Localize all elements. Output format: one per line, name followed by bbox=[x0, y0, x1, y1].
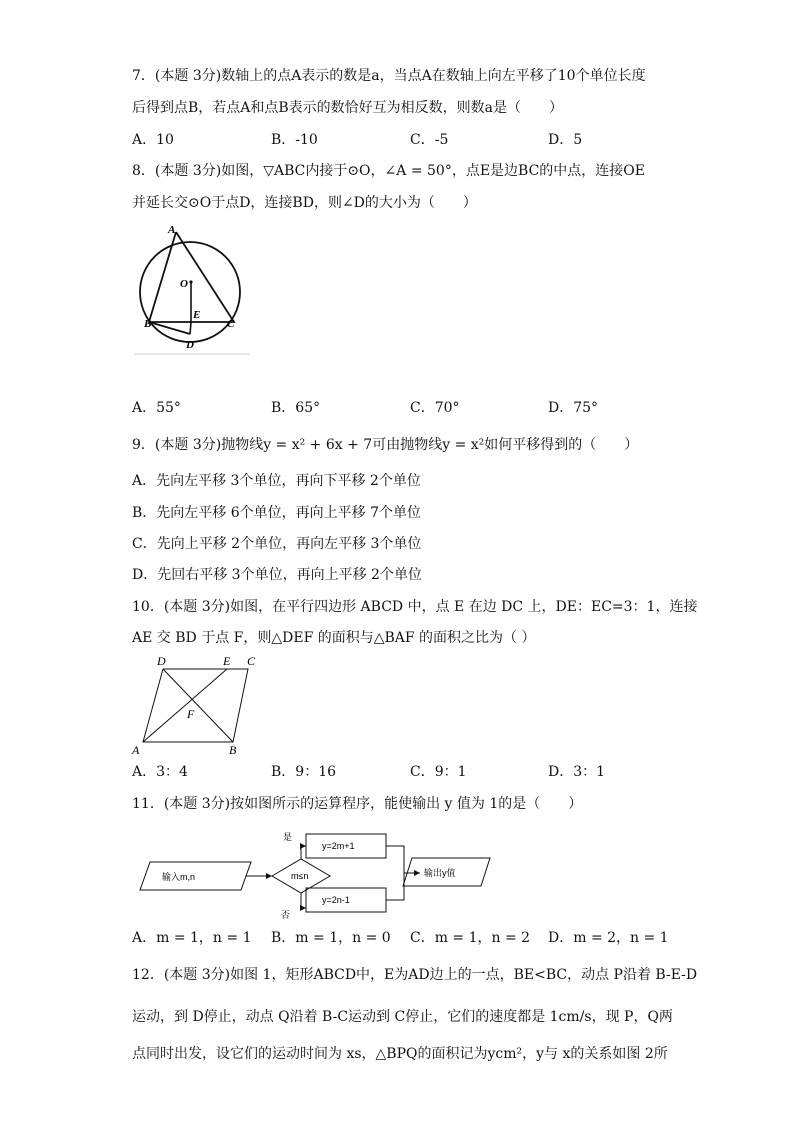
q7-line2: 后得到点B，若点A和点B表示的数恰好互为相反数，则数a是（ ） bbox=[132, 100, 564, 116]
parallelogram-abcd bbox=[143, 669, 248, 742]
q10-line2: AE 交 BD 于点 F，则△DEF 的面积与△BAF 的面积之比为（ ） bbox=[132, 630, 536, 646]
label-f: F bbox=[187, 707, 195, 721]
q7-option-a: A．10 bbox=[132, 132, 174, 148]
label-e: E bbox=[223, 654, 231, 668]
label-a: A bbox=[132, 743, 140, 757]
q8-line1: 8．(本题 3分)如图，▽ABC内接于⊙O，∠A = 50°，点E是边BC的中点，连接OE bbox=[132, 163, 645, 179]
q10-option-c: C．9：1 bbox=[410, 764, 467, 780]
flow-top-box-label: y=2m+1 bbox=[322, 841, 355, 851]
q10-parallelogram-figure bbox=[130, 652, 265, 758]
q9-line1: 9．(本题 3分)抛物线y = x² + 6x + 7可由抛物线y = x²如何平移得到的（ ） bbox=[132, 437, 639, 453]
q10-option-b: B．9：16 bbox=[271, 764, 337, 780]
q7-option-b: B．-10 bbox=[271, 132, 318, 148]
label-d: D bbox=[157, 654, 166, 668]
q8-circle-figure bbox=[132, 222, 254, 356]
q12-line1: 12．(本题 3分)如图 1，矩形ABCD中，E为AD边上的一点，BE<BC，动点 P沿着 B-E-D bbox=[132, 967, 698, 983]
flow-no-label: 否 bbox=[281, 910, 291, 920]
flow-input-box bbox=[140, 862, 251, 890]
label-a: A bbox=[168, 224, 176, 236]
q8-line2: 并延长交⊙O于点D，连接BD，则∠D的大小为（ ） bbox=[132, 195, 477, 211]
label-b: B bbox=[229, 743, 237, 757]
segment-bd bbox=[163, 669, 233, 742]
q12-line3: 点同时出发，设它们的运动时间为 xs，△BPQ的面积记为ycm²，y与 x的关系如图 2所 bbox=[132, 1046, 668, 1062]
flow-output-label: 输出y值 bbox=[424, 868, 456, 878]
label-e: E bbox=[193, 309, 201, 321]
segment-ae bbox=[143, 669, 227, 742]
q10-option-d: D．3：1 bbox=[548, 764, 606, 780]
q11-option-a: A．m = 1，n = 1 bbox=[132, 930, 252, 946]
q8-option-d: D．75° bbox=[548, 400, 599, 416]
q7-line1: 7．(本题 3分)数轴上的点A表示的数是a，当点A在数轴上向左平移了10个单位长度 bbox=[132, 68, 646, 84]
q8-option-b: B．65° bbox=[271, 400, 321, 416]
q8-option-a: A．55° bbox=[132, 400, 181, 416]
q9-option-c: C．先向上平移 2个单位，再向左平移 3个单位 bbox=[132, 536, 422, 552]
q7-option-c: C．-5 bbox=[410, 132, 449, 148]
q7-option-d: D．5 bbox=[548, 132, 583, 148]
q11-option-b: B．m = 1，n = 0 bbox=[271, 930, 391, 946]
q11-line1: 11．(本题 3分)按如图所示的运算程序，能使输出 y 值为 1的是（ ） bbox=[132, 796, 583, 812]
q12-line2: 运动，到 D停止，动点 Q沿着 B-C运动到 C停止，它们的速度都是 1cm/s，现 P，Q两 bbox=[132, 1009, 673, 1025]
flow-bottom-box-label: y=2n-1 bbox=[322, 895, 350, 905]
q11-option-c: C．m = 1，n = 2 bbox=[410, 930, 531, 946]
segment-ed bbox=[190, 322, 191, 334]
center-point-o bbox=[189, 280, 192, 283]
label-c: C bbox=[247, 654, 256, 668]
q10-option-a: A．3：4 bbox=[132, 764, 188, 780]
label-c: C bbox=[227, 318, 235, 330]
q9-option-d: D．先回右平移 3个单位，再向上平移 2个单位 bbox=[132, 567, 422, 583]
label-d: D bbox=[186, 339, 194, 351]
q10-line1: 10．(本题 3分)如图，在平行四边形 ABCD 中，点 E 在边 DC 上，DE：EC=3：1，连接 bbox=[132, 599, 698, 615]
q8-option-c: C．70° bbox=[410, 400, 460, 416]
label-b: B bbox=[144, 318, 152, 330]
label-o: O bbox=[180, 278, 188, 290]
q9-option-a: A．先向左平移 3个单位，再向下平移 2个单位 bbox=[132, 473, 421, 489]
flow-condition-label: m≤n bbox=[291, 871, 309, 881]
q11-flowchart bbox=[136, 826, 496, 922]
q9-option-b: B．先向左平移 6个单位，再向上平移 7个单位 bbox=[132, 505, 422, 521]
flow-yes-label: 是 bbox=[283, 832, 293, 842]
flow-input-label: 输入m,n bbox=[162, 872, 196, 882]
q11-option-d: D．m = 2，n = 1 bbox=[548, 930, 669, 946]
